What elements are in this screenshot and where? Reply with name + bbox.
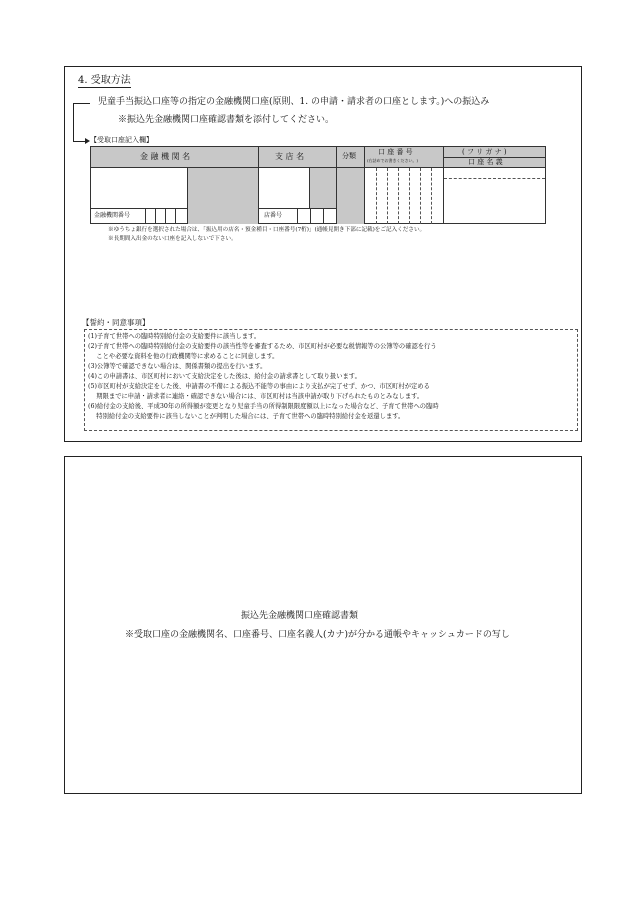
branch-code-label: 店番号 bbox=[264, 212, 283, 219]
bank-code-label: 金融機関番号 bbox=[94, 212, 131, 219]
pledge-line-2: (2)子育て世帯への臨時特別給付金の支給要件の該当性等を審査するため、市区町村が必要な税情報等の公簿等の確認を行う bbox=[88, 343, 437, 350]
account-type-field[interactable] bbox=[337, 168, 364, 224]
pledge-line-1: (1)子育て世帯への臨時特別給付金の支給要件に該当します。 bbox=[88, 333, 261, 340]
furigana-header: ( フ リ ガ ナ ) bbox=[462, 148, 507, 156]
attachment-note: ※受取口座の金融機関名、口座番号、口座名義人(カナ)が分かる通帳やキャッシュカードの写し bbox=[125, 630, 510, 640]
bank-header: 金 融 機 関 名 bbox=[140, 152, 191, 161]
pledge-line-8: (6)給付金の支給後、平成30年の所得額が変更となり児童手当の所得制限限度額以上になった場合など、子育て世帯への臨時 bbox=[88, 403, 439, 410]
pledge-title: 【誓約・同意事項】 bbox=[82, 318, 150, 327]
pledge-line-6: (5)市区町村が支給決定をした後、申請書の不備による振込不能等の事由により支払が完了せず、かつ、市区町村が定める bbox=[88, 383, 430, 390]
pledge-line-9: 特別給付金の支給要件に該当しないことが判明した場合には、子育て世帯への臨時特別給付金を返還します。 bbox=[88, 413, 405, 420]
pledge-line-5: (4)この申請書は、市区町村において支給決定をした後は、給付金の請求書として取り扱います。 bbox=[88, 373, 361, 380]
account-form-title: 【受取口座記入欄】 bbox=[90, 136, 153, 144]
branch-name-field[interactable] bbox=[259, 168, 309, 208]
branch-header: 支 店 名 bbox=[275, 152, 305, 161]
bank-type-block bbox=[188, 168, 258, 224]
attach-note: ※振込先金融機関口座確認書類を添付してください。 bbox=[118, 115, 335, 125]
branch-type-block bbox=[310, 168, 336, 208]
type-header: 分類 bbox=[342, 152, 356, 160]
bracket-arrow-line bbox=[73, 141, 85, 142]
account-header: 口 座 番 号 bbox=[378, 148, 413, 156]
account-number-field[interactable] bbox=[365, 168, 443, 224]
holder-header-divider bbox=[444, 157, 545, 158]
yucho-note: ※ゆうちょ銀行を選択された場合は、「振込用の店名・預金種目・口座番号(7桁)」(通帳見開き下部に記載)をご記入ください。 bbox=[108, 227, 426, 233]
option-bracket bbox=[73, 103, 90, 142]
attachment-area[interactable] bbox=[64, 456, 582, 794]
bank-name-field[interactable] bbox=[91, 168, 187, 208]
pledge-line-4: (3)公簿等で確認できない場合は、関係書類の提出を行います。 bbox=[88, 363, 267, 370]
pledge-line-7: 期限までに申請・請求者に連絡・確認できない場合には、市区町村は当該申請が取り下げられたものとみなします。 bbox=[88, 393, 424, 400]
section-heading: 4. 受取方法 bbox=[78, 75, 131, 86]
bank-code-box-4[interactable] bbox=[175, 208, 188, 224]
dormant-note: ※長期間入出金のない口座を記入しないで下さい。 bbox=[108, 236, 237, 242]
pledge-line-3: ことや必要な資料を他の行政機関等に求めることに同意します。 bbox=[88, 353, 279, 360]
branch-code-box-1[interactable] bbox=[297, 208, 311, 224]
account-header-note: (右詰めでお書きください。) bbox=[367, 158, 419, 163]
option-transfer-text: 児童手当振込口座等の指定の金融機関口座(原則、1. の申請・請求者の口座とします。)への振込み bbox=[98, 97, 490, 107]
furigana-field[interactable] bbox=[444, 168, 545, 178]
holder-header: 口 座 名 義 bbox=[468, 158, 503, 166]
branch-code-box-2[interactable] bbox=[310, 208, 324, 224]
attachment-title: 振込先金融機関口座確認書類 bbox=[241, 611, 359, 621]
holder-name-field[interactable] bbox=[444, 179, 545, 224]
branch-code-box-3[interactable] bbox=[323, 208, 337, 224]
